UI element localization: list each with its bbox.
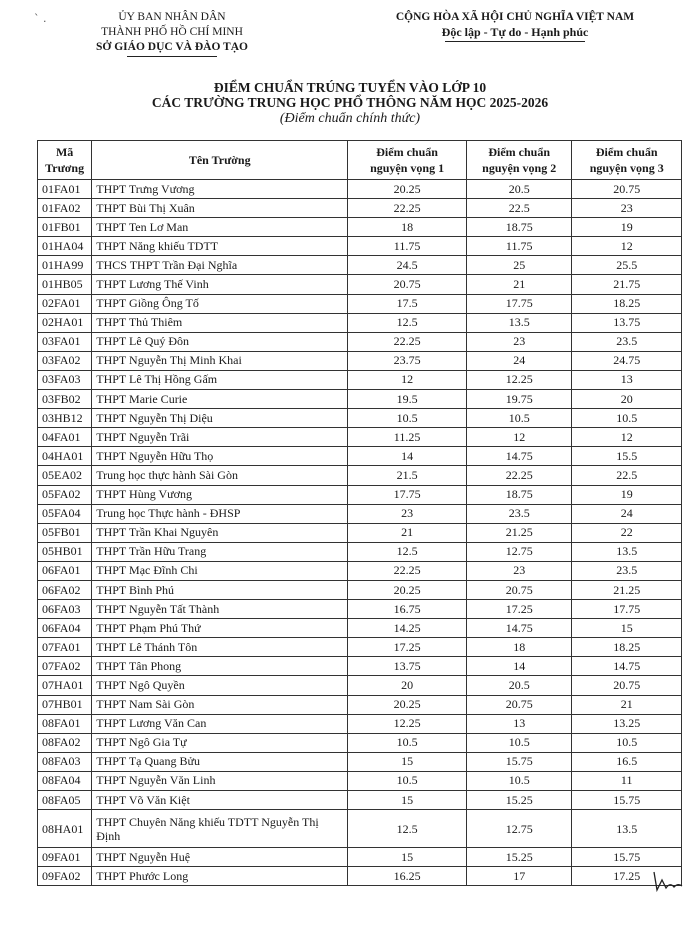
table-row bbox=[38, 409, 682, 428]
table-row bbox=[38, 256, 682, 275]
cell-code: 08FA04 bbox=[38, 771, 92, 790]
cell-name: THPT Lương Văn Can bbox=[92, 714, 348, 733]
cell-nv1: 12.5 bbox=[348, 810, 467, 848]
table-row bbox=[38, 561, 682, 580]
table-row bbox=[38, 600, 682, 619]
cell-name: THPT Bùi Thị Xuân bbox=[92, 199, 348, 218]
cell-nv2: 23.5 bbox=[466, 504, 571, 523]
cell-nv2: 17.25 bbox=[466, 600, 571, 619]
cell-name: THPT Lê Thánh Tôn bbox=[92, 638, 348, 657]
cell-nv1: 10.5 bbox=[348, 771, 467, 790]
cell-nv3: 10.5 bbox=[572, 409, 682, 428]
cell-code: 07HA01 bbox=[38, 676, 92, 695]
cell-nv1: 20.75 bbox=[348, 275, 467, 294]
issuer-underline bbox=[127, 56, 217, 57]
cell-name: THPT Lương Thế Vinh bbox=[92, 275, 348, 294]
table-row bbox=[38, 733, 682, 752]
table-row bbox=[38, 275, 682, 294]
cell-code: 01HB05 bbox=[38, 275, 92, 294]
cell-code: 05FA04 bbox=[38, 504, 92, 523]
table-row bbox=[38, 294, 682, 313]
cell-nv1: 15 bbox=[348, 791, 467, 810]
cell-nv2: 17.75 bbox=[466, 294, 571, 313]
cell-code: 02HA01 bbox=[38, 313, 92, 332]
cell-nv1: 14 bbox=[348, 447, 467, 466]
cell-nv1: 16.75 bbox=[348, 600, 467, 619]
cell-code: 09FA01 bbox=[38, 848, 92, 867]
header-nv2-line1: Điểm chuẩn bbox=[488, 145, 551, 159]
cell-nv3: 15.75 bbox=[572, 848, 682, 867]
table-row bbox=[38, 428, 682, 447]
header-nv2-line2: nguyện vọng 2 bbox=[482, 161, 557, 175]
cell-nv3: 21.75 bbox=[572, 275, 682, 294]
cell-nv2: 18.75 bbox=[466, 218, 571, 237]
cell-nv2: 22.25 bbox=[466, 466, 571, 485]
cell-nv2: 10.5 bbox=[466, 771, 571, 790]
cell-nv3: 13 bbox=[572, 370, 682, 389]
scores-table bbox=[37, 140, 682, 886]
cell-nv2: 15.25 bbox=[466, 791, 571, 810]
cell-nv2: 21.25 bbox=[466, 523, 571, 542]
cell-nv1: 17.75 bbox=[348, 485, 467, 504]
cell-nv2: 20.75 bbox=[466, 580, 571, 599]
table-row bbox=[38, 180, 682, 199]
cell-code: 01HA04 bbox=[38, 237, 92, 256]
cell-code: 08FA02 bbox=[38, 733, 92, 752]
cell-nv2: 14.75 bbox=[466, 619, 571, 638]
table-row bbox=[38, 695, 682, 714]
table-row bbox=[38, 638, 682, 657]
cell-code: 07FA02 bbox=[38, 657, 92, 676]
cell-nv1: 16.25 bbox=[348, 867, 467, 886]
cell-code: 08FA05 bbox=[38, 791, 92, 810]
cell-nv1: 24.5 bbox=[348, 256, 467, 275]
header-code-line2: Trương bbox=[45, 161, 85, 175]
cell-nv3: 15.5 bbox=[572, 447, 682, 466]
national-header bbox=[350, 10, 680, 42]
national-motto: Độc lập - Tự do - Hạnh phúc bbox=[441, 25, 589, 39]
issuer-line-3: SỞ GIÁO DỤC VÀ ĐÀO TẠO bbox=[96, 41, 248, 53]
cell-nv3: 18.25 bbox=[572, 638, 682, 657]
table-row bbox=[38, 657, 682, 676]
table-row bbox=[38, 867, 682, 886]
cell-nv3: 17.25 bbox=[572, 867, 682, 886]
cell-nv2: 24 bbox=[466, 351, 571, 370]
cell-name: THPT Thủ Thiêm bbox=[92, 313, 348, 332]
table-row bbox=[38, 485, 682, 504]
cell-code: 08FA01 bbox=[38, 714, 92, 733]
cell-nv2: 20.5 bbox=[466, 180, 571, 199]
cell-name: THCS THPT Trần Đại Nghĩa bbox=[92, 256, 348, 275]
cell-nv2: 11.75 bbox=[466, 237, 571, 256]
cell-name: THPT Tạ Quang Bửu bbox=[92, 752, 348, 771]
cell-nv3: 21 bbox=[572, 695, 682, 714]
header-name: Tên Trường bbox=[92, 141, 348, 180]
table-row bbox=[38, 332, 682, 351]
table-row bbox=[38, 810, 682, 848]
cell-nv3: 13.5 bbox=[572, 542, 682, 561]
cell-nv1: 18 bbox=[348, 218, 467, 237]
cell-nv1: 19.5 bbox=[348, 390, 467, 409]
cell-nv2: 14 bbox=[466, 657, 571, 676]
cell-nv3: 25.5 bbox=[572, 256, 682, 275]
cell-nv3: 22.5 bbox=[572, 466, 682, 485]
cell-nv1: 22.25 bbox=[348, 332, 467, 351]
cell-nv2: 10.5 bbox=[466, 409, 571, 428]
table-row bbox=[38, 313, 682, 332]
cell-code: 01FA02 bbox=[38, 199, 92, 218]
header-nv3-line2: nguyện vọng 3 bbox=[589, 161, 664, 175]
cell-code: 04FA01 bbox=[38, 428, 92, 447]
cell-nv3: 11 bbox=[572, 771, 682, 790]
cell-code: 03FA03 bbox=[38, 370, 92, 389]
cell-nv2: 20.5 bbox=[466, 676, 571, 695]
cell-code: 07HB01 bbox=[38, 695, 92, 714]
cell-name: THPT Phạm Phú Thứ bbox=[92, 619, 348, 638]
cell-nv1: 15 bbox=[348, 848, 467, 867]
cell-name: THPT Ten Lơ Man bbox=[92, 218, 348, 237]
cell-nv3: 23 bbox=[572, 199, 682, 218]
cell-code: 08FA03 bbox=[38, 752, 92, 771]
cell-nv3: 24 bbox=[572, 504, 682, 523]
cell-nv2: 21 bbox=[466, 275, 571, 294]
cell-name: THPT Hùng Vương bbox=[92, 485, 348, 504]
cell-nv1: 22.25 bbox=[348, 561, 467, 580]
table-row bbox=[38, 714, 682, 733]
cell-nv1: 10.5 bbox=[348, 409, 467, 428]
cell-nv3: 18.25 bbox=[572, 294, 682, 313]
cell-code: 03HB12 bbox=[38, 409, 92, 428]
header-nv1-line2: nguyện vọng 1 bbox=[370, 161, 445, 175]
table-row bbox=[38, 504, 682, 523]
cell-name: THPT Nam Sài Gòn bbox=[92, 695, 348, 714]
cell-code: 05FB01 bbox=[38, 523, 92, 542]
cell-nv3: 12 bbox=[572, 237, 682, 256]
cell-nv1: 20.25 bbox=[348, 180, 467, 199]
cell-nv3: 13.5 bbox=[572, 810, 682, 848]
cell-name: THPT Nguyễn Văn Linh bbox=[92, 771, 348, 790]
cell-name: THPT Marie Curie bbox=[92, 390, 348, 409]
cell-nv1: 12.25 bbox=[348, 714, 467, 733]
cell-name: THPT Nguyễn Thị Minh Khai bbox=[92, 351, 348, 370]
cell-code: 03FA02 bbox=[38, 351, 92, 370]
cell-nv1: 12.5 bbox=[348, 542, 467, 561]
table-row bbox=[38, 390, 682, 409]
cell-nv3: 13.75 bbox=[572, 313, 682, 332]
table-row bbox=[38, 580, 682, 599]
cell-nv1: 11.25 bbox=[348, 428, 467, 447]
cell-nv1: 20.25 bbox=[348, 580, 467, 599]
cell-nv3: 15 bbox=[572, 619, 682, 638]
cell-code: 09FA02 bbox=[38, 867, 92, 886]
cell-name: THPT Nguyễn Hữu Thọ bbox=[92, 447, 348, 466]
header-nv3-line1: Điểm chuẩn bbox=[595, 145, 658, 159]
table-row bbox=[38, 466, 682, 485]
cell-name: THPT Nguyễn Huệ bbox=[92, 848, 348, 867]
cell-nv3: 23.5 bbox=[572, 561, 682, 580]
cell-name: Trung học Thực hành - ĐHSP bbox=[92, 504, 348, 523]
cell-nv3: 15.75 bbox=[572, 791, 682, 810]
cell-nv2: 25 bbox=[466, 256, 571, 275]
table-row bbox=[38, 351, 682, 370]
cell-name: THPT Lê Quý Đôn bbox=[92, 332, 348, 351]
cell-nv1: 13.75 bbox=[348, 657, 467, 676]
cell-nv3: 19 bbox=[572, 485, 682, 504]
cell-code: 05HB01 bbox=[38, 542, 92, 561]
cell-nv3: 23.5 bbox=[572, 332, 682, 351]
cell-name: THPT Giồng Ông Tố bbox=[92, 294, 348, 313]
cell-nv3: 21.25 bbox=[572, 580, 682, 599]
header-nv3 bbox=[572, 141, 682, 180]
cell-code: 06FA02 bbox=[38, 580, 92, 599]
cell-nv3: 20 bbox=[572, 390, 682, 409]
table-row bbox=[38, 542, 682, 561]
title-subtitle: (Điểm chuẩn chính thức) bbox=[279, 111, 421, 126]
cell-nv1: 14.25 bbox=[348, 619, 467, 638]
cell-name: THPT Năng khiếu TDTT bbox=[92, 237, 348, 256]
cell-nv1: 23 bbox=[348, 504, 467, 523]
cell-code: 06FA01 bbox=[38, 561, 92, 580]
cell-nv1: 21.5 bbox=[348, 466, 467, 485]
table-row bbox=[38, 752, 682, 771]
title-line-2: CÁC TRƯỜNG TRUNG HỌC PHỔ THÔNG NĂM HỌC 2025-2026 bbox=[151, 95, 549, 110]
cell-name: THPT Võ Văn Kiệt bbox=[92, 791, 348, 810]
cell-name: THPT Mạc Đĩnh Chi bbox=[92, 561, 348, 580]
cell-nv3: 17.75 bbox=[572, 600, 682, 619]
cell-nv1: 22.25 bbox=[348, 199, 467, 218]
header-nv2 bbox=[466, 141, 571, 180]
table-header-row bbox=[38, 141, 682, 180]
cell-nv1: 20 bbox=[348, 676, 467, 695]
cell-code: 04HA01 bbox=[38, 447, 92, 466]
cell-nv1: 12 bbox=[348, 370, 467, 389]
cell-nv2: 10.5 bbox=[466, 733, 571, 752]
cell-nv2: 12 bbox=[466, 428, 571, 447]
table-row bbox=[38, 199, 682, 218]
cell-nv2: 22.5 bbox=[466, 199, 571, 218]
cell-name: THPT Phước Long bbox=[92, 867, 348, 886]
cell-nv2: 20.75 bbox=[466, 695, 571, 714]
cell-nv2: 18.75 bbox=[466, 485, 571, 504]
cell-nv2: 13 bbox=[466, 714, 571, 733]
table-row bbox=[38, 218, 682, 237]
cell-name: THPT Ngô Gia Tự bbox=[92, 733, 348, 752]
cell-code: 05FA02 bbox=[38, 485, 92, 504]
cell-nv2: 15.25 bbox=[466, 848, 571, 867]
cell-nv1: 12.5 bbox=[348, 313, 467, 332]
table-row bbox=[38, 791, 682, 810]
table-row bbox=[38, 619, 682, 638]
cell-nv3: 20.75 bbox=[572, 676, 682, 695]
cell-name: THPT Nguyễn Thị Diệu bbox=[92, 409, 348, 428]
issuer-line-2: THÀNH PHỐ HỒ CHÍ MINH bbox=[101, 26, 243, 38]
cell-name: THPT Trần Hữu Trang bbox=[92, 542, 348, 561]
cell-nv3: 12 bbox=[572, 428, 682, 447]
cell-nv1: 11.75 bbox=[348, 237, 467, 256]
cell-nv1: 17.5 bbox=[348, 294, 467, 313]
cell-code: 02FA01 bbox=[38, 294, 92, 313]
cell-nv3: 20.75 bbox=[572, 180, 682, 199]
signature-mark bbox=[648, 868, 688, 898]
cell-name: THPT Nguyễn Tất Thành bbox=[92, 600, 348, 619]
cell-nv2: 12.25 bbox=[466, 370, 571, 389]
cell-nv1: 23.75 bbox=[348, 351, 467, 370]
issuer-line-1: ỦY BAN NHÂN DÂN bbox=[118, 11, 226, 23]
header-nv1 bbox=[348, 141, 467, 180]
cell-nv2: 23 bbox=[466, 561, 571, 580]
motto-underline bbox=[445, 41, 585, 42]
cell-name: Trung học thực hành Sài Gòn bbox=[92, 466, 348, 485]
cell-nv3: 22 bbox=[572, 523, 682, 542]
table-row bbox=[38, 370, 682, 389]
table-row bbox=[38, 523, 682, 542]
header-code bbox=[38, 141, 92, 180]
table-row bbox=[38, 447, 682, 466]
cell-name: THPT Trần Khai Nguyên bbox=[92, 523, 348, 542]
cell-code: 07FA01 bbox=[38, 638, 92, 657]
cell-nv2: 14.75 bbox=[466, 447, 571, 466]
cell-nv2: 12.75 bbox=[466, 542, 571, 561]
cell-code: 03FB02 bbox=[38, 390, 92, 409]
cell-nv2: 12.75 bbox=[466, 810, 571, 848]
table-row bbox=[38, 848, 682, 867]
cell-nv3: 13.25 bbox=[572, 714, 682, 733]
table-row bbox=[38, 676, 682, 695]
cell-nv2: 15.75 bbox=[466, 752, 571, 771]
document-title bbox=[60, 80, 640, 128]
cell-nv1: 10.5 bbox=[348, 733, 467, 752]
corner-mark: ` . bbox=[34, 12, 47, 25]
cell-code: 01FB01 bbox=[38, 218, 92, 237]
cell-code: 06FA03 bbox=[38, 600, 92, 619]
cell-name: THPT Tân Phong bbox=[92, 657, 348, 676]
cell-code: 06FA04 bbox=[38, 619, 92, 638]
cell-name: THPT Nguyễn Trãi bbox=[92, 428, 348, 447]
cell-name: THPT Ngô Quyền bbox=[92, 676, 348, 695]
cell-nv2: 23 bbox=[466, 332, 571, 351]
cell-nv2: 19.75 bbox=[466, 390, 571, 409]
cell-nv1: 20.25 bbox=[348, 695, 467, 714]
cell-name: THPT Bình Phú bbox=[92, 580, 348, 599]
issuer-header bbox=[52, 10, 292, 57]
cell-nv1: 21 bbox=[348, 523, 467, 542]
cell-nv2: 17 bbox=[466, 867, 571, 886]
cell-code: 08HA01 bbox=[38, 810, 92, 848]
table-row bbox=[38, 771, 682, 790]
cell-nv1: 15 bbox=[348, 752, 467, 771]
cell-nv2: 18 bbox=[466, 638, 571, 657]
cell-code: 01HA99 bbox=[38, 256, 92, 275]
cell-nv1: 17.25 bbox=[348, 638, 467, 657]
cell-code: 05EA02 bbox=[38, 466, 92, 485]
cell-nv3: 14.75 bbox=[572, 657, 682, 676]
cell-nv3: 10.5 bbox=[572, 733, 682, 752]
cell-code: 01FA01 bbox=[38, 180, 92, 199]
cell-nv3: 24.75 bbox=[572, 351, 682, 370]
cell-code: 03FA01 bbox=[38, 332, 92, 351]
title-line-1: ĐIỂM CHUẨN TRÚNG TUYỂN VÀO LỚP 10 bbox=[213, 80, 487, 95]
cell-name: THPT Chuyên Năng khiếu TDTT Nguyễn Thị Định bbox=[92, 810, 348, 848]
country-name: CỘNG HÒA XÃ HỘI CHỦ NGHĨA VIỆT NAM bbox=[395, 11, 635, 23]
cell-name: THPT Trưng Vương bbox=[92, 180, 348, 199]
cell-nv3: 19 bbox=[572, 218, 682, 237]
header-code-line1: Mã bbox=[55, 145, 74, 159]
header-nv1-line1: Điểm chuẩn bbox=[376, 145, 438, 159]
cell-nv2: 13.5 bbox=[466, 313, 571, 332]
cell-name: THPT Lê Thị Hồng Gấm bbox=[92, 370, 348, 389]
table-row bbox=[38, 237, 682, 256]
cell-nv3: 16.5 bbox=[572, 752, 682, 771]
